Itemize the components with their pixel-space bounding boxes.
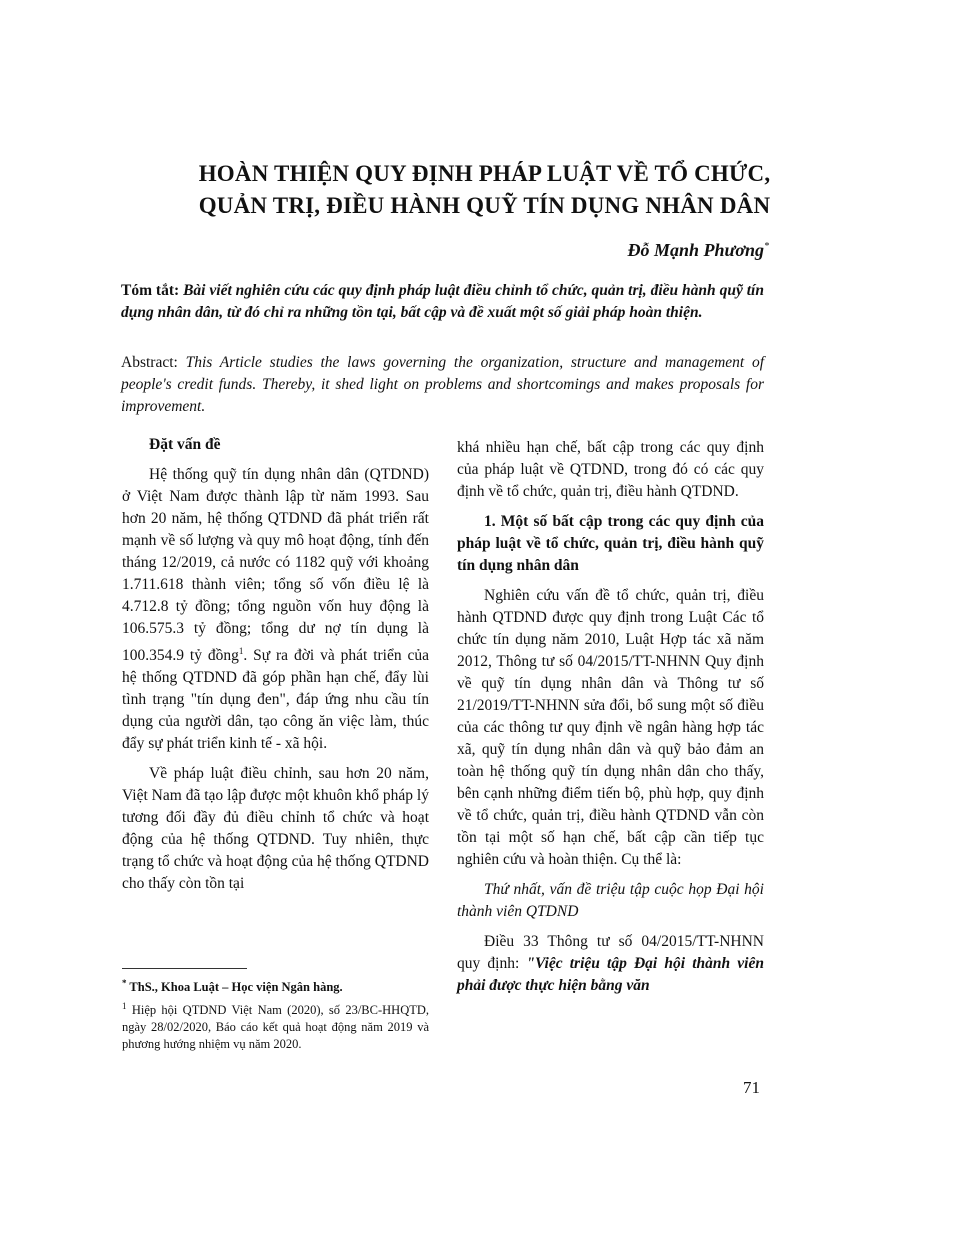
footnote-1 bbox=[122, 998, 429, 1053]
abstract-english bbox=[121, 352, 764, 418]
abstract-vi-label: Tóm tắt: bbox=[121, 282, 180, 299]
footnote-divider bbox=[122, 968, 247, 969]
article-33-paragraph bbox=[457, 931, 764, 997]
footnote-author-mark: * bbox=[122, 978, 127, 988]
section-1-paragraph: Nghiên cứu vấn đề tổ chức, quản trị, điều hành QTDND được quy định trong Luật Các tổ chức tín dụng năm 2010, Luật Hợp tác xã năm 2012, Thông tư số 04/2015/TT-NHNN Quy định về quỹ tín dụng nhân dân và Thông tư số 21/2019/TT-NHNN sửa đổi, bổ sung một số điều của các thông tư quy định về ngân hàng hợp tác xã, quỹ tín dụng nhân dân và quỹ bảo đảm an toàn hệ thống quỹ tín dụng nhân dân cho thấy, bên cạnh những điểm tiến bộ, phù hợp, quy định về tổ chức, quản trị, điều hành QTDND vẫn còn tồn tại một số hạn chế, bất cập cần tiếp tục nghiên cứu và hoàn thiện. Cụ thể là: bbox=[457, 587, 764, 868]
abstract-en-text: This Article studies the laws governing the organization, structure and management of people's credit funds. Thereby, it shed light on problems and shortcomings and makes proposals for improvement. bbox=[121, 354, 765, 415]
abstract-vi-text: Bài viết nghiên cứu các quy định pháp luật điều chỉnh tổ chức, quản trị, điều hành quỹ tín dụng nhân dân, từ đó chỉ ra những tồn tại, bất cập và đề xuất một số giải pháp hoàn thiện. bbox=[121, 282, 764, 321]
abstract-vietnamese bbox=[121, 280, 764, 324]
author-name bbox=[628, 240, 770, 261]
continued-paragraph: khá nhiều hạn chế, bất cập trong các quy định của pháp luật về QTDND, trong đó có các quy định về tổ chức, quản trị, điều hành QTDND. bbox=[457, 439, 764, 500]
intro-p1-text-a: Hệ thống quỹ tín dụng nhân dân (QTDND) ở Việt Nam được thành lập từ năm 1993. Sau hơn 20 năm, hệ thống QTDND đã phát triển rất mạnh về số lượng và quy mô hoạt động, tính đến tháng 12/2019, cả nước có 1182 quỹ với khoảng 1.711.618 thành viên; tổng số vốn điều lệ là 4.712.8 tỷ đồng; tổng nguồn vốn huy động là 106.575.3 tỷ đồng; tổng dư nợ tín dụng là 100.354.9 tỷ đồng bbox=[122, 466, 429, 665]
abstract-en-label: Abstract: bbox=[121, 354, 178, 371]
article-title bbox=[120, 158, 849, 222]
article-33-quote: "Việc triệu tập Đại hội thành viên phải được thực hiện bằng văn bbox=[457, 955, 764, 994]
intro-heading: Đặt vấn đề bbox=[149, 436, 221, 453]
footnote-author-text: ThS., Khoa Luật – Học viện Ngân hàng. bbox=[129, 980, 343, 995]
article-33-text: Điều 33 Thông tư số 04/2015/TT-NHNN quy định: bbox=[457, 933, 764, 972]
author-name-text: Đỗ Mạnh Phương bbox=[627, 240, 764, 260]
left-column bbox=[122, 434, 429, 903]
footnote-1-text: Hiệp hội QTDND Việt Nam (2020), số 23/BC-HHQTD, ngày 28/02/2020, Báo cáo kết quả hoạt động năm 2019 và phương hướng nhiệm vụ năm 2020. bbox=[122, 1003, 430, 1052]
page-number: 71 bbox=[743, 1078, 760, 1097]
title-line-1: HOÀN THIỆN QUY ĐỊNH PHÁP LUẬT VỀ TỔ CHỨC, bbox=[198, 161, 771, 186]
section-1-heading: 1. Một số bất cập trong các quy định của pháp luật về tổ chức, quản trị, điều hành quỹ tín dụng nhân dân bbox=[457, 513, 764, 574]
sub-heading-first: Thứ nhất, vấn đề triệu tập cuộc họp Đại hội thành viên QTDND bbox=[457, 881, 764, 920]
footnotes bbox=[122, 975, 429, 1055]
footnote-ref-1[interactable]: 1 bbox=[238, 646, 244, 656]
intro-p1-text-b: . Sự ra đời và phát triển của hệ thống QTDND đã góp phần hạn chế, đẩy lùi tình trạng "tín dụng đen", đáp ứng nhu cầu tín dụng của người dân, tạo công ăn việc làm, thúc đẩy sự phát triển kinh tế - xã hội. bbox=[122, 647, 429, 753]
intro-paragraph-2: Về pháp luật điều chỉnh, sau hơn 20 năm, Việt Nam đã tạo lập được một khuôn khổ pháp lý tương đối đầy đủ điều chỉnh tổ chức và hoạt động của hệ thống QTDND. Tuy nhiên, thực trạng tổ chức và hoạt động của hệ thống QTDND cho thấy còn tồn tại bbox=[122, 765, 429, 893]
intro-paragraph-1 bbox=[122, 464, 429, 755]
right-column bbox=[457, 437, 764, 1005]
author-footnote-mark: * bbox=[764, 241, 769, 252]
title-line-2: QUẢN TRỊ, ĐIỀU HÀNH QUỸ TÍN DỤNG NHÂN DÂN bbox=[198, 193, 771, 218]
footnote-author bbox=[122, 975, 429, 996]
footnote-1-mark: 1 bbox=[122, 1001, 127, 1012]
